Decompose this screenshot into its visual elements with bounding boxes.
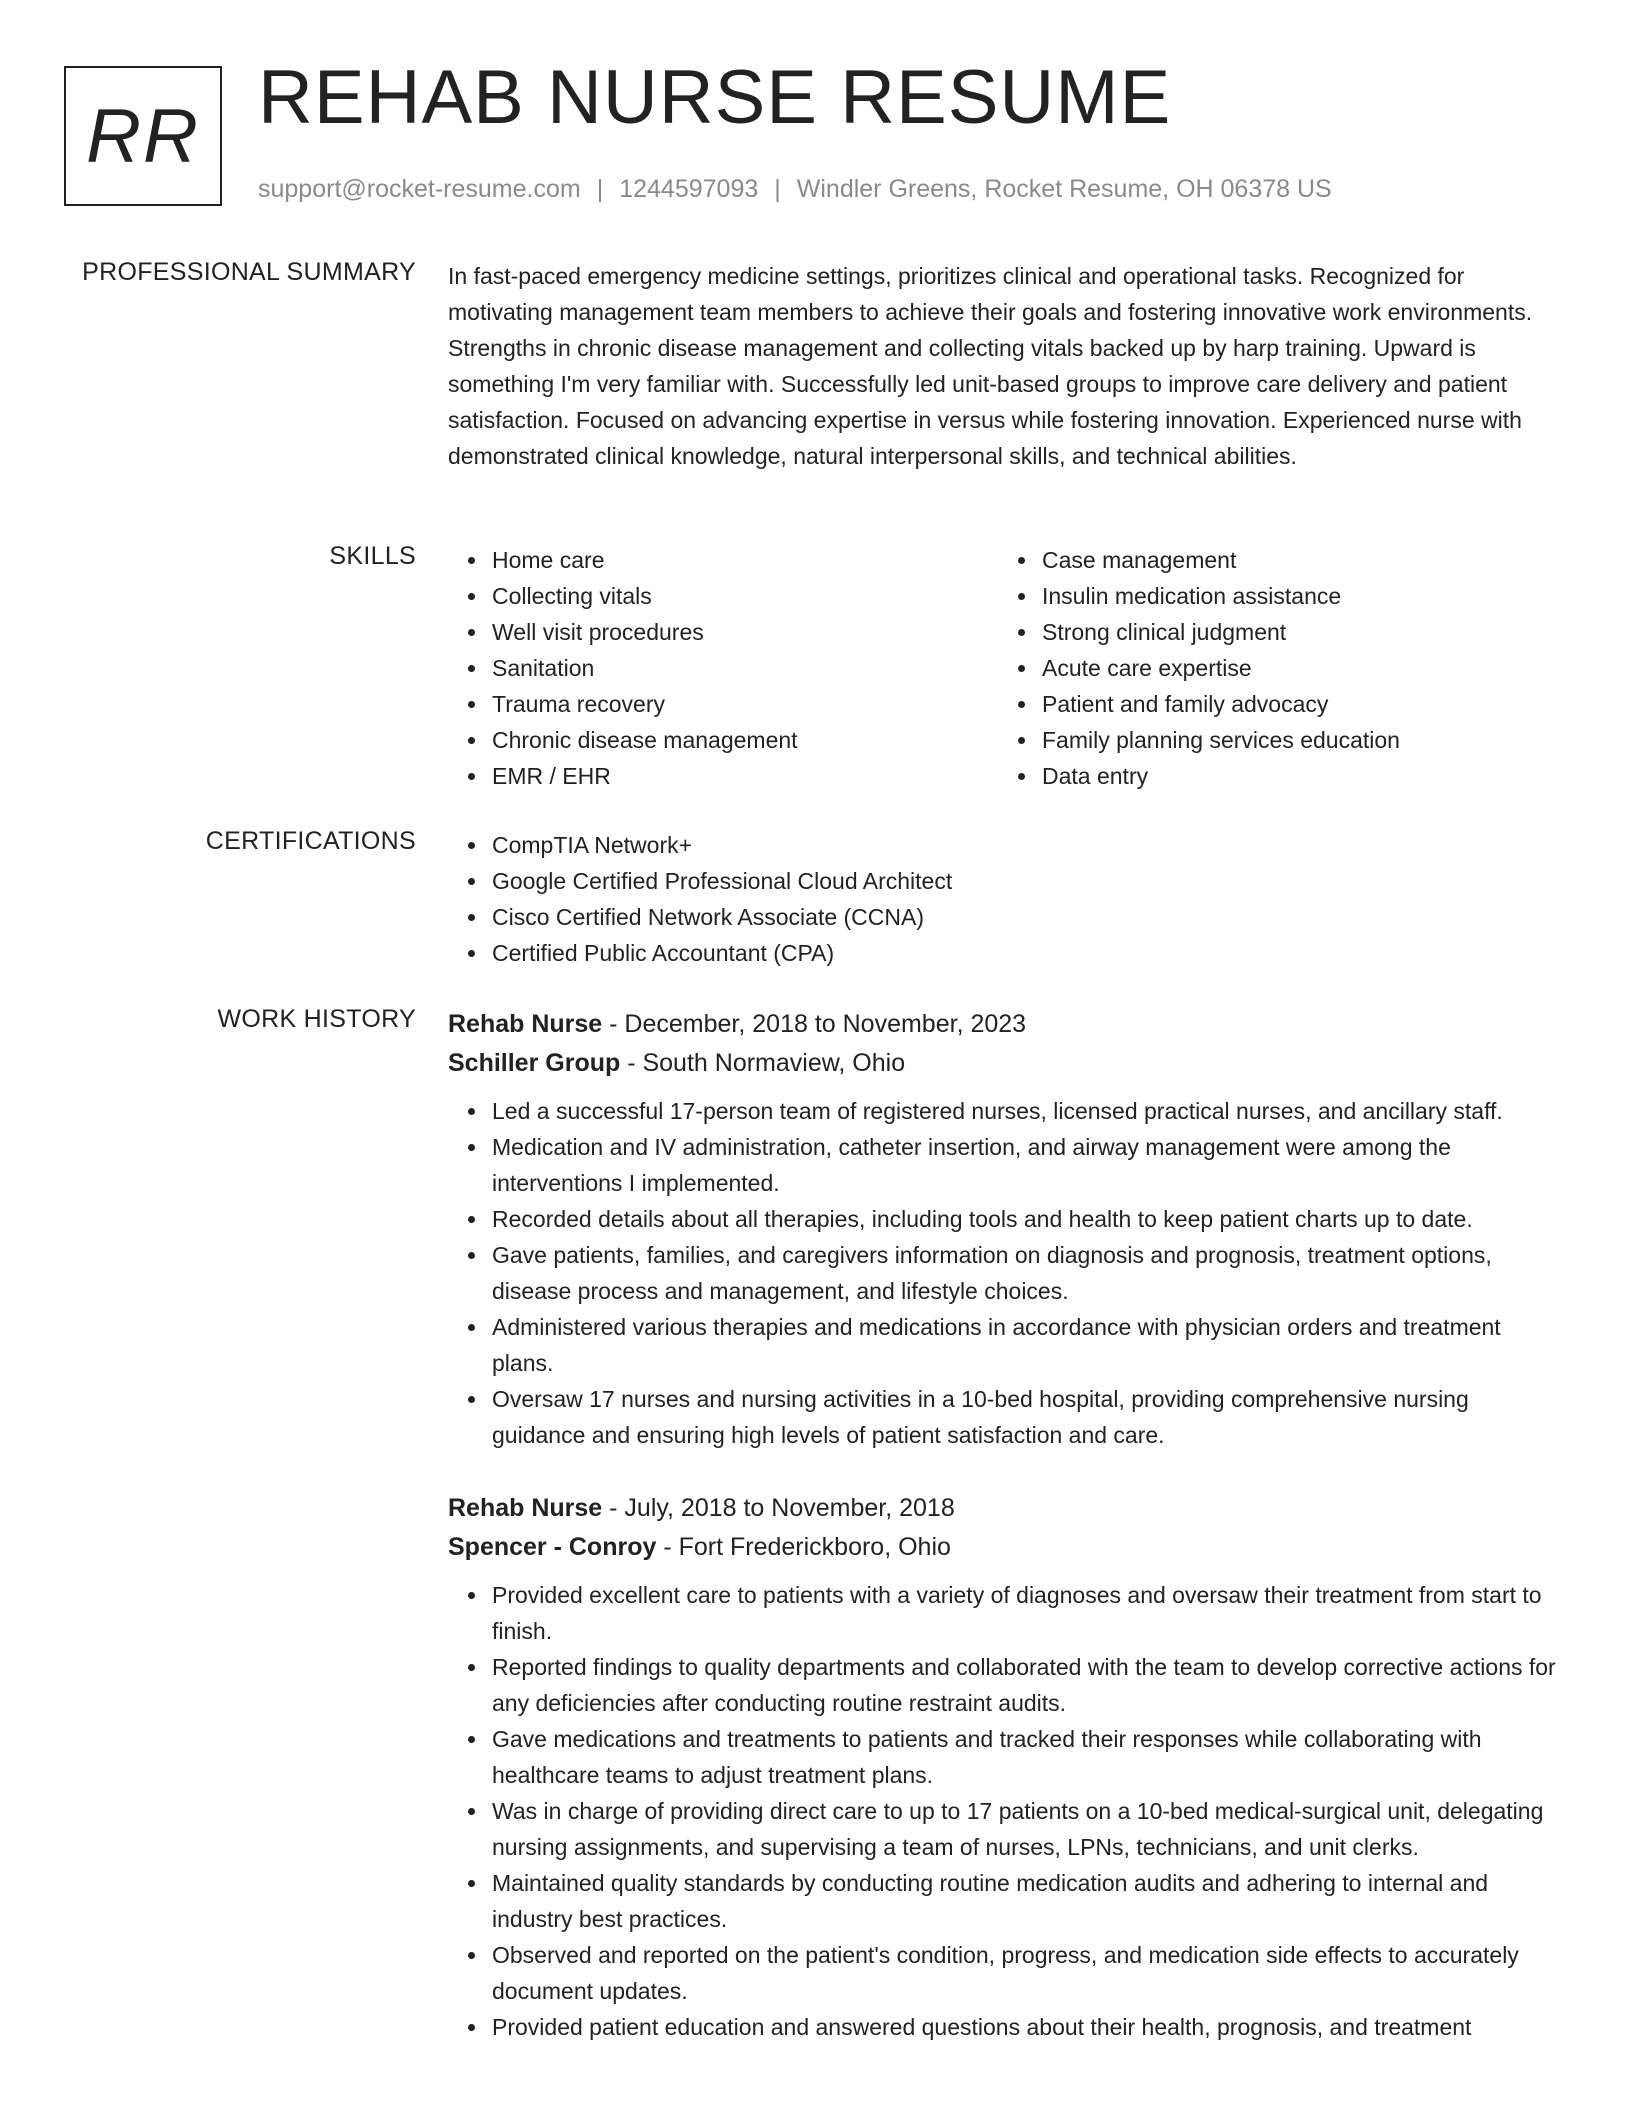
summary-body bbox=[448, 258, 1560, 474]
certifications-list bbox=[448, 827, 1560, 971]
contact-line bbox=[258, 175, 1332, 204]
skill-item: Case management bbox=[1042, 542, 1548, 578]
summary-text: In fast-paced emergency medicine settings, prioritizes clinical and operational tasks. Recognized for motivating management team members to achieve their goals and fostering innovative work environments. Strengths in chronic disease management and collecting vitals backed up by harp training. Upward is something I'm very familiar with. Successfully led unit-based groups to improve care delivery and patient satisfaction. Focused on advancing expertise in versus while fostering innovation. Experienced nurse with demonstrated clinical knowledge, natural interpersonal skills, and technical abilities. bbox=[448, 263, 1533, 469]
certification-item: Certified Public Accountant (CPA) bbox=[492, 935, 1560, 971]
contact-email: support@rocket-resume.com bbox=[258, 175, 581, 203]
skills-list-left bbox=[448, 542, 998, 794]
skill-item: Insulin medication assistance bbox=[1042, 578, 1548, 614]
job-company: Spencer - Conroy bbox=[448, 1533, 657, 1561]
job-title-line bbox=[448, 1005, 1560, 1044]
job-company-line bbox=[448, 1528, 1560, 1567]
job-company-line bbox=[448, 1044, 1560, 1083]
skill-item: Strong clinical judgment bbox=[1042, 614, 1548, 650]
work-history-body bbox=[448, 1005, 1560, 2081]
skill-item: Sanitation bbox=[492, 650, 998, 686]
skill-item: Chronic disease management bbox=[492, 722, 998, 758]
job-duty-item: Administered various therapies and medications in accordance with physician orders and treatment plans. bbox=[492, 1309, 1560, 1381]
job-duty-item: Observed and reported on the patient's condition, progress, and medication side effects to accurately document updates. bbox=[492, 1937, 1560, 2009]
certification-item: CompTIA Network+ bbox=[492, 827, 1560, 863]
job-duty-item: Medication and IV administration, catheter insertion, and airway management were among the interventions I implemented. bbox=[492, 1129, 1560, 1201]
contact-separator: | bbox=[774, 175, 781, 203]
job-location: - Fort Frederickboro, Ohio bbox=[656, 1533, 951, 1561]
skill-item: Home care bbox=[492, 542, 998, 578]
skill-item: Well visit procedures bbox=[492, 614, 998, 650]
job-duty-item: Maintained quality standards by conducting routine medication audits and adhering to internal and industry best practices. bbox=[492, 1865, 1560, 1937]
skill-item: Family planning services education bbox=[1042, 722, 1548, 758]
skill-item: EMR / EHR bbox=[492, 758, 998, 794]
job-entry bbox=[448, 1005, 1560, 1453]
skills-heading: SKILLS bbox=[329, 542, 416, 570]
certification-item: Google Certified Professional Cloud Architect bbox=[492, 863, 1560, 899]
job-duty-item: Gave medications and treatments to patients and tracked their responses while collaborating with healthcare teams to adjust treatment plans. bbox=[492, 1721, 1560, 1793]
job-duty-item: Oversaw 17 nurses and nursing activities in a 10-bed hospital, providing comprehensive nursing guidance and ensuring high levels of patient satisfaction and care. bbox=[492, 1381, 1560, 1453]
job-dates: - December, 2018 to November, 2023 bbox=[602, 1010, 1027, 1038]
skills-grid bbox=[448, 542, 1560, 794]
job-role: Rehab Nurse bbox=[448, 1010, 603, 1038]
job-title-line bbox=[448, 1489, 1560, 1528]
skill-item: Acute care expertise bbox=[1042, 650, 1548, 686]
job-entry bbox=[448, 1489, 1560, 2045]
page-title: REHAB NURSE RESUME bbox=[258, 55, 1172, 140]
job-duty-item: Led a successful 17-person team of registered nurses, licensed practical nurses, and ancillary staff. bbox=[492, 1093, 1560, 1129]
job-duty-item: Provided patient education and answered questions about their health, prognosis, and treatment bbox=[492, 2009, 1560, 2045]
contact-address: Windler Greens, Rocket Resume, OH 06378 US bbox=[796, 175, 1332, 203]
monogram-logo: RR bbox=[64, 66, 222, 206]
job-duty-item: Gave patients, families, and caregivers information on diagnosis and prognosis, treatment options, disease process and management, and lifestyle choices. bbox=[492, 1237, 1560, 1309]
skill-item: Trauma recovery bbox=[492, 686, 998, 722]
job-duties-list bbox=[448, 1577, 1560, 2045]
work-history-heading: WORK HISTORY bbox=[217, 1005, 416, 1033]
certifications-body bbox=[448, 827, 1560, 971]
job-duty-item: Provided excellent care to patients with a variety of diagnoses and oversaw their treatment from start to finish. bbox=[492, 1577, 1560, 1649]
job-duties-list bbox=[448, 1093, 1560, 1453]
job-company: Schiller Group bbox=[448, 1049, 621, 1077]
certification-item: Cisco Certified Network Associate (CCNA) bbox=[492, 899, 1560, 935]
certifications-heading: CERTIFICATIONS bbox=[205, 827, 416, 855]
skills-list-right bbox=[998, 542, 1548, 794]
job-dates: - July, 2018 to November, 2018 bbox=[602, 1494, 955, 1522]
job-duty-item: Recorded details about all therapies, including tools and health to keep patient charts up to date. bbox=[492, 1201, 1560, 1237]
skill-item: Data entry bbox=[1042, 758, 1548, 794]
skill-item: Collecting vitals bbox=[492, 578, 998, 614]
contact-separator: | bbox=[596, 175, 604, 203]
job-location: - South Normaview, Ohio bbox=[620, 1049, 906, 1077]
skills-column-right bbox=[998, 542, 1548, 794]
skills-column-left bbox=[448, 542, 998, 794]
job-role: Rehab Nurse bbox=[448, 1494, 603, 1522]
summary-heading: PROFESSIONAL SUMMARY bbox=[82, 258, 416, 286]
job-duty-item: Reported findings to quality departments and collaborated with the team to develop corrective actions for any deficiencies after conducting routine restraint audits. bbox=[492, 1649, 1560, 1721]
contact-phone: 1244597093 bbox=[619, 175, 759, 203]
job-duty-item: Was in charge of providing direct care to up to 17 patients on a 10-bed medical-surgical unit, delegating nursing assignments, and supervising a team of nurses, LPNs, technicians, and unit clerks. bbox=[492, 1793, 1560, 1865]
skills-body bbox=[448, 542, 1560, 794]
skill-item: Patient and family advocacy bbox=[1042, 686, 1548, 722]
